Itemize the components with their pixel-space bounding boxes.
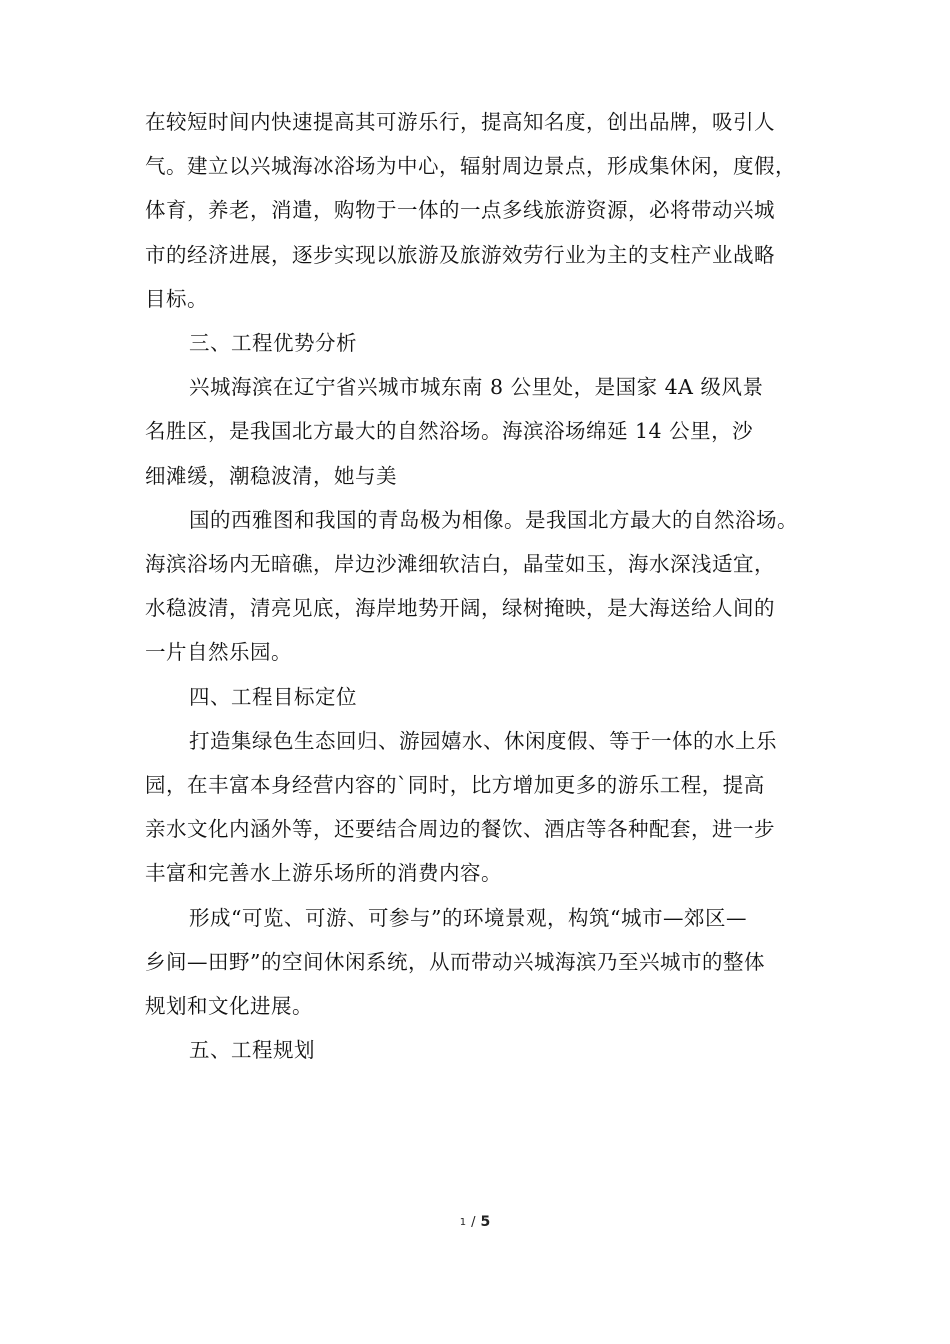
- body-line: 形成“可览、可游、可参与”的环境景观，构筑“城市—郊区—: [189, 905, 747, 930]
- body-line: 体育，养老，消遣，购物于一体的一点多线旅游资源，必将带动兴城: [145, 198, 775, 223]
- body-line: 丰富和完善水上游乐场所的消费内容。: [145, 861, 502, 886]
- body-line: 名胜区，是我国北方最大的自然浴场。海滨浴场绵延 14 公里，沙: [145, 419, 754, 444]
- body-line: 细滩缓，潮稳波清，她与美: [145, 463, 397, 488]
- total-pages-number: 5: [480, 1214, 491, 1230]
- body-line: 国的西雅图和我国的青岛极为相像。是我国北方最大的自然浴场。: [189, 507, 798, 532]
- body-line: 一片自然乐园。: [145, 640, 292, 665]
- body-line: 在较短时间内快速提高其可游乐行，提高知名度，创出品牌，吸引人: [145, 110, 775, 134]
- body-line: 气。建立以兴城海冰浴场为中心，辐射周边景点，形成集休闲，度假，: [145, 154, 796, 179]
- body-line: 园，在丰富本身经营内容的`同时，比方增加更多的游乐工程，提高: [145, 773, 765, 798]
- section-heading-advantages: 三、工程优势分析: [189, 331, 357, 356]
- body-line: 打造集绿色生态回归、游园嬉水、休闲度假、等于一体的水上乐: [189, 728, 777, 753]
- body-line: 亲水文化内涵外等，还要结合周边的餐饮、酒店等各种配套，进一步: [145, 817, 775, 842]
- section-heading-planning: 五、工程规划: [189, 1038, 315, 1063]
- section-heading-goals: 四、工程目标定位: [189, 684, 357, 709]
- document-body: [145, 100, 820, 1072]
- page-number: [0, 1214, 950, 1230]
- body-line: 乡间—田野”的空间休闲系统，从而带动兴城海滨乃至兴城市的整体: [145, 949, 765, 974]
- body-line: 市的经济进展，逐步实现以旅游及旅游效劳行业为主的支柱产业战略: [145, 242, 775, 267]
- body-line: 海滨浴场内无暗礁，岸边沙滩细软洁白，晶莹如玉，海水深浅适宜，: [145, 552, 775, 577]
- body-line: 规划和文化进展。: [145, 994, 313, 1019]
- page-separator: /: [471, 1215, 476, 1230]
- body-line: 水稳波清，清亮见底，海岸地势开阔，绿树掩映，是大海送给人间的: [145, 596, 775, 621]
- current-page-number: 1: [459, 1217, 467, 1228]
- body-line: 目标。: [145, 286, 208, 311]
- body-line: 兴城海滨在辽宁省兴城市城东南 8 公里处，是国家 4A 级风景: [189, 375, 764, 400]
